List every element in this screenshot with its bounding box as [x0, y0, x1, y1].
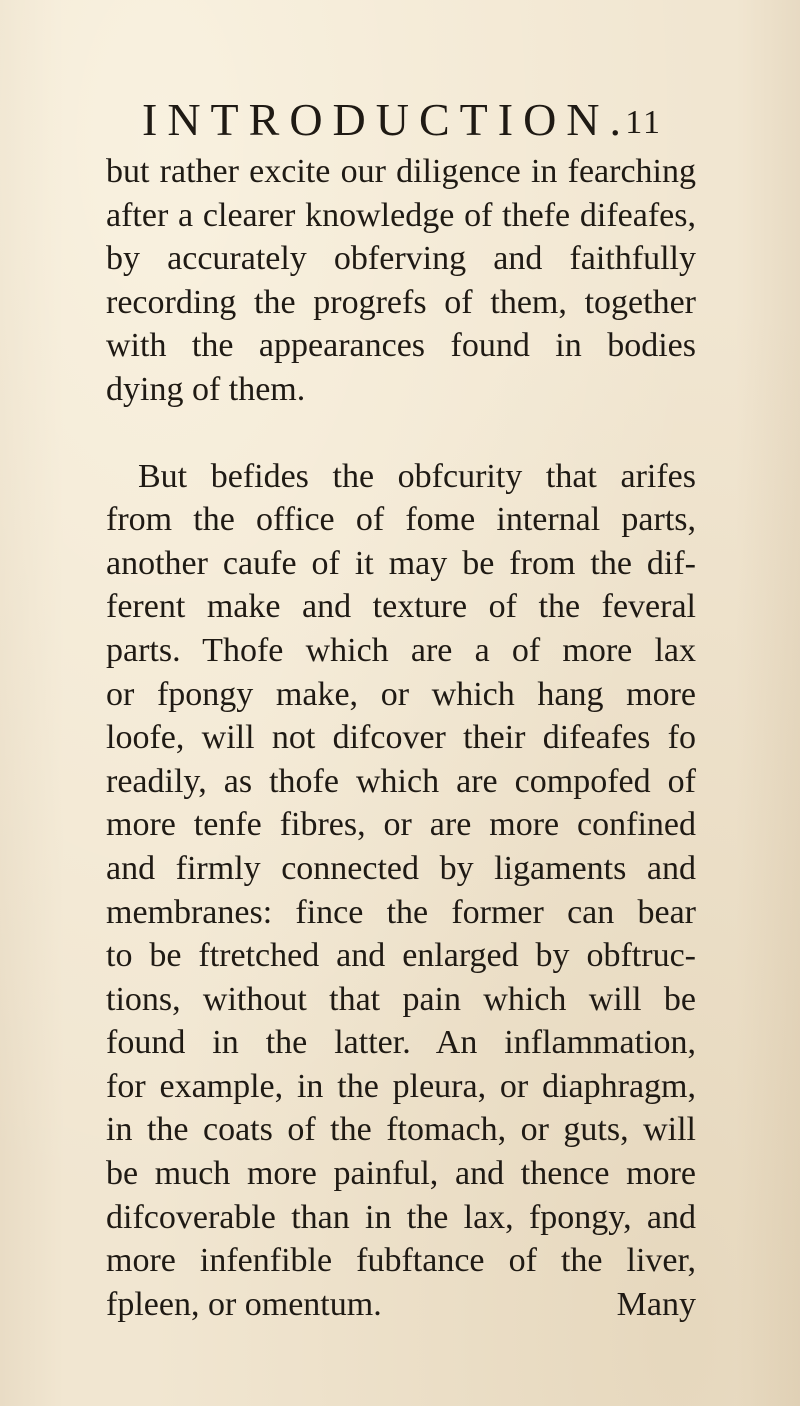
- text-line: with the appearances found in bodies: [106, 327, 696, 365]
- text-line: or fpongy make, or which hang more: [106, 675, 696, 713]
- running-header: [142, 92, 662, 148]
- text-line: and firmly connected by ligaments and: [106, 849, 696, 887]
- text-line: for example, in the pleura, or diaphragm,: [106, 1067, 696, 1105]
- text-line: membranes: fince the former can bear: [106, 893, 696, 931]
- text-line: to be ftretched and enlarged by obftruc-: [106, 937, 696, 975]
- text-line: from the office of fome internal parts,: [106, 501, 696, 539]
- text-line: dying of them.: [106, 370, 306, 408]
- final-line: [106, 1283, 696, 1327]
- header-title: INTRODUCTION.: [142, 94, 632, 145]
- text-line: after a clearer knowledge of thefe difeafes,: [106, 196, 696, 234]
- text-line: another caufe of it may be from the dif-: [106, 544, 696, 582]
- catchword: Many: [616, 1285, 696, 1323]
- text-line: found in the latter. An inflammation,: [106, 1024, 696, 1062]
- text-line: fpleen, or omentum.: [106, 1285, 382, 1323]
- text-line: difcoverable than in the lax, fpongy, and: [106, 1198, 696, 1236]
- text-line: more infenfible fubftance of the liver,: [106, 1242, 696, 1280]
- text-line: in the coats of the ftomach, or guts, will: [106, 1111, 696, 1149]
- page-number: 11: [625, 104, 662, 141]
- text-line: tions, without that pain which will be: [106, 980, 696, 1018]
- text-line: recording the progrefs of them, together: [106, 283, 696, 321]
- text-line: loofe, will not difcover their difeafes fo: [106, 719, 696, 757]
- text-line: ferent make and texture of the feveral: [106, 588, 696, 626]
- text-line: parts. Thofe which are a of more lax: [106, 631, 696, 669]
- text-line: but rather excite our diligence in fearching: [106, 153, 696, 190]
- text-line: But befides the obfcurity that arifes: [138, 457, 696, 495]
- body-text: [106, 150, 696, 1326]
- text-line: be much more painful, and thence more: [106, 1155, 696, 1193]
- text-line: more tenfe fibres, or are more confined: [106, 806, 696, 844]
- text-line: readily, as thofe which are compofed of: [106, 762, 696, 800]
- text-line: by accurately obferving and faithfully: [106, 240, 696, 278]
